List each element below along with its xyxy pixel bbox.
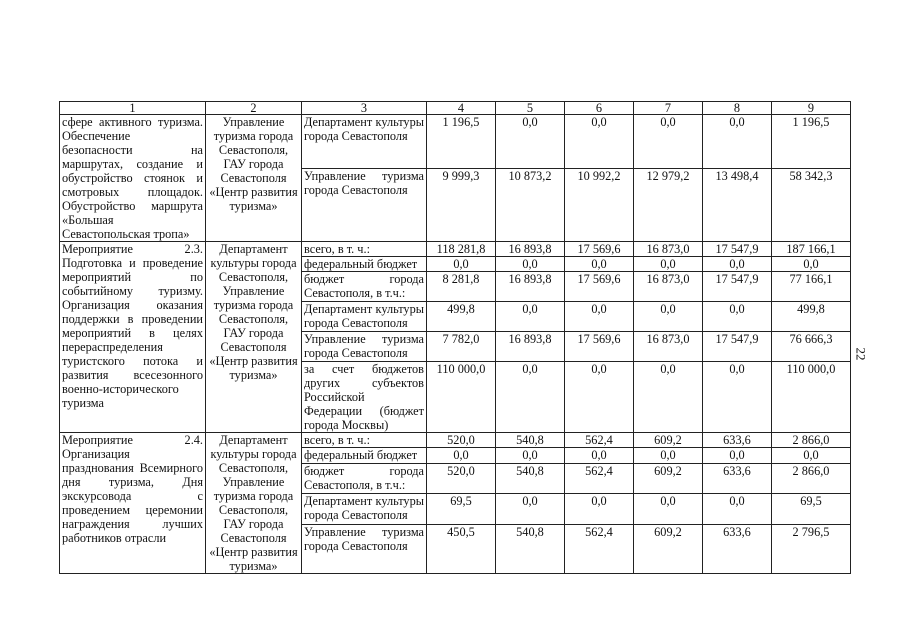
amount-cell: 16 893,8 [496,332,565,362]
amount-cell: 0,0 [634,257,703,272]
amount-cell: 499,8 [427,302,496,332]
amount-cell: 7 782,0 [427,332,496,362]
amount-cell: 0,0 [496,302,565,332]
table-row [60,115,851,169]
amount-cell: 450,5 [427,524,496,573]
funding-source-cell: Департамент культуры города Севастополя [302,302,427,332]
amount-cell: 609,2 [634,524,703,573]
amount-cell: 16 873,0 [634,242,703,257]
funding-source-cell: федеральный бюджет [302,257,427,272]
page-number: 22 [853,347,869,361]
amount-cell: 0,0 [703,257,772,272]
amount-cell: 499,8 [772,302,851,332]
amount-cell: 0,0 [565,115,634,169]
amount-cell: 16 873,0 [634,332,703,362]
funding-source-cell: Департамент культуры города Севастополя [302,115,427,169]
funding-source-cell: всего, в т. ч.: [302,433,427,448]
header-row [60,102,851,115]
header-cell: 8 [703,102,772,115]
funding-source-cell: за счет бюджетов других субъектов Российской Федерации (бюджет города Москвы) [302,362,427,433]
amount-cell: 0,0 [565,257,634,272]
amount-cell: 520,0 [427,463,496,494]
amount-cell: 562,4 [565,463,634,494]
amount-cell: 0,0 [565,448,634,463]
amount-cell: 2 796,5 [772,524,851,573]
header-cell: 4 [427,102,496,115]
amount-cell: 2 866,0 [772,463,851,494]
amount-cell: 562,4 [565,524,634,573]
amount-cell: 0,0 [634,302,703,332]
funding-source-cell: Управление туризма города Севастополя [302,332,427,362]
amount-cell: 0,0 [427,257,496,272]
amount-cell: 1 196,5 [772,115,851,169]
funding-source-cell: федеральный бюджет [302,448,427,463]
amount-cell: 110 000,0 [772,362,851,433]
amount-cell: 562,4 [565,433,634,448]
amount-cell: 609,2 [634,433,703,448]
funding-source-cell: всего, в т. ч.: [302,242,427,257]
amount-cell: 12 979,2 [634,168,703,241]
amount-cell: 17 547,9 [703,242,772,257]
amount-cell: 0,0 [703,115,772,169]
amount-cell: 76 666,3 [772,332,851,362]
amount-cell: 69,5 [427,494,496,525]
amount-cell: 58 342,3 [772,168,851,241]
measure-description-cell: Мероприятие 2.4. Организация празднования Всемирного дня туризма, Дня экскурсовода с проведением церемонии награждения лучших работников отрасли [60,433,206,574]
amount-cell: 0,0 [496,448,565,463]
amount-cell: 0,0 [772,257,851,272]
amount-cell: 17 547,9 [703,272,772,302]
amount-cell: 16 893,8 [496,242,565,257]
amount-cell: 13 498,4 [703,168,772,241]
table-body [60,102,851,574]
amount-cell: 0,0 [634,115,703,169]
measure-description-cell: Мероприятие 2.3. Подготовка и проведение мероприятий по событийному туризму. Организация оказания поддержки в проведении мероприятий в целях перераспределения туристского потока и развития всесезонного военно-исторического туризма [60,242,206,433]
amount-cell: 0,0 [565,302,634,332]
amount-cell: 633,6 [703,433,772,448]
amount-cell: 0,0 [634,448,703,463]
funding-source-cell: Управление туризма города Севастополя [302,524,427,573]
amount-cell: 118 281,8 [427,242,496,257]
amount-cell: 0,0 [634,494,703,525]
amount-cell: 77 166,1 [772,272,851,302]
amount-cell: 0,0 [565,362,634,433]
header-cell: 7 [634,102,703,115]
amount-cell: 16 893,8 [496,272,565,302]
measure-description-cell: сфере активного туризма. Обеспечение безопасности на маршрутах, создание и обустройство стоянок и смотровых площадок. Обустройство маршрута «Большая Севастопольская тропа» [60,115,206,242]
amount-cell: 69,5 [772,494,851,525]
amount-cell: 0,0 [772,448,851,463]
amount-cell: 0,0 [703,362,772,433]
amount-cell: 0,0 [496,115,565,169]
amount-cell: 633,6 [703,524,772,573]
amount-cell: 17 547,9 [703,332,772,362]
amount-cell: 540,8 [496,524,565,573]
amount-cell: 0,0 [565,494,634,525]
budget-table [59,101,851,574]
header-cell: 5 [496,102,565,115]
amount-cell: 17 569,6 [565,272,634,302]
amount-cell: 8 281,8 [427,272,496,302]
executor-cell: Департамент культуры города Севастополя, Управление туризма города Севастополя, ГАУ города Севастополя «Центр развития туризма» [206,433,302,574]
amount-cell: 0,0 [703,448,772,463]
table-row [60,433,851,448]
amount-cell: 1 196,5 [427,115,496,169]
amount-cell: 0,0 [496,257,565,272]
amount-cell: 2 866,0 [772,433,851,448]
amount-cell: 10 873,2 [496,168,565,241]
header-cell: 3 [302,102,427,115]
executor-cell: Управление туризма города Севастополя, ГАУ города Севастополя «Центр развития туризма» [206,115,302,242]
amount-cell: 9 999,3 [427,168,496,241]
amount-cell: 187 166,1 [772,242,851,257]
amount-cell: 16 873,0 [634,272,703,302]
table-row [60,242,851,257]
header-cell: 9 [772,102,851,115]
amount-cell: 10 992,2 [565,168,634,241]
amount-cell: 110 000,0 [427,362,496,433]
amount-cell: 17 569,6 [565,332,634,362]
amount-cell: 520,0 [427,433,496,448]
amount-cell: 0,0 [703,494,772,525]
header-cell: 2 [206,102,302,115]
executor-cell: Департамент культуры города Севастополя, Управление туризма города Севастополя, ГАУ города Севастополя «Центр развития туризма» [206,242,302,433]
amount-cell: 17 569,6 [565,242,634,257]
amount-cell: 0,0 [427,448,496,463]
funding-source-cell: бюджет города Севастополя, в т.ч.: [302,272,427,302]
amount-cell: 540,8 [496,463,565,494]
header-cell: 6 [565,102,634,115]
amount-cell: 609,2 [634,463,703,494]
amount-cell: 540,8 [496,433,565,448]
amount-cell: 0,0 [496,494,565,525]
funding-source-cell: бюджет города Севастополя, в т.ч.: [302,463,427,494]
amount-cell: 0,0 [496,362,565,433]
header-cell: 1 [60,102,206,115]
funding-source-cell: Департамент культуры города Севастополя [302,494,427,525]
amount-cell: 0,0 [703,302,772,332]
funding-source-cell: Управление туризма города Севастополя [302,168,427,241]
amount-cell: 633,6 [703,463,772,494]
amount-cell: 0,0 [634,362,703,433]
